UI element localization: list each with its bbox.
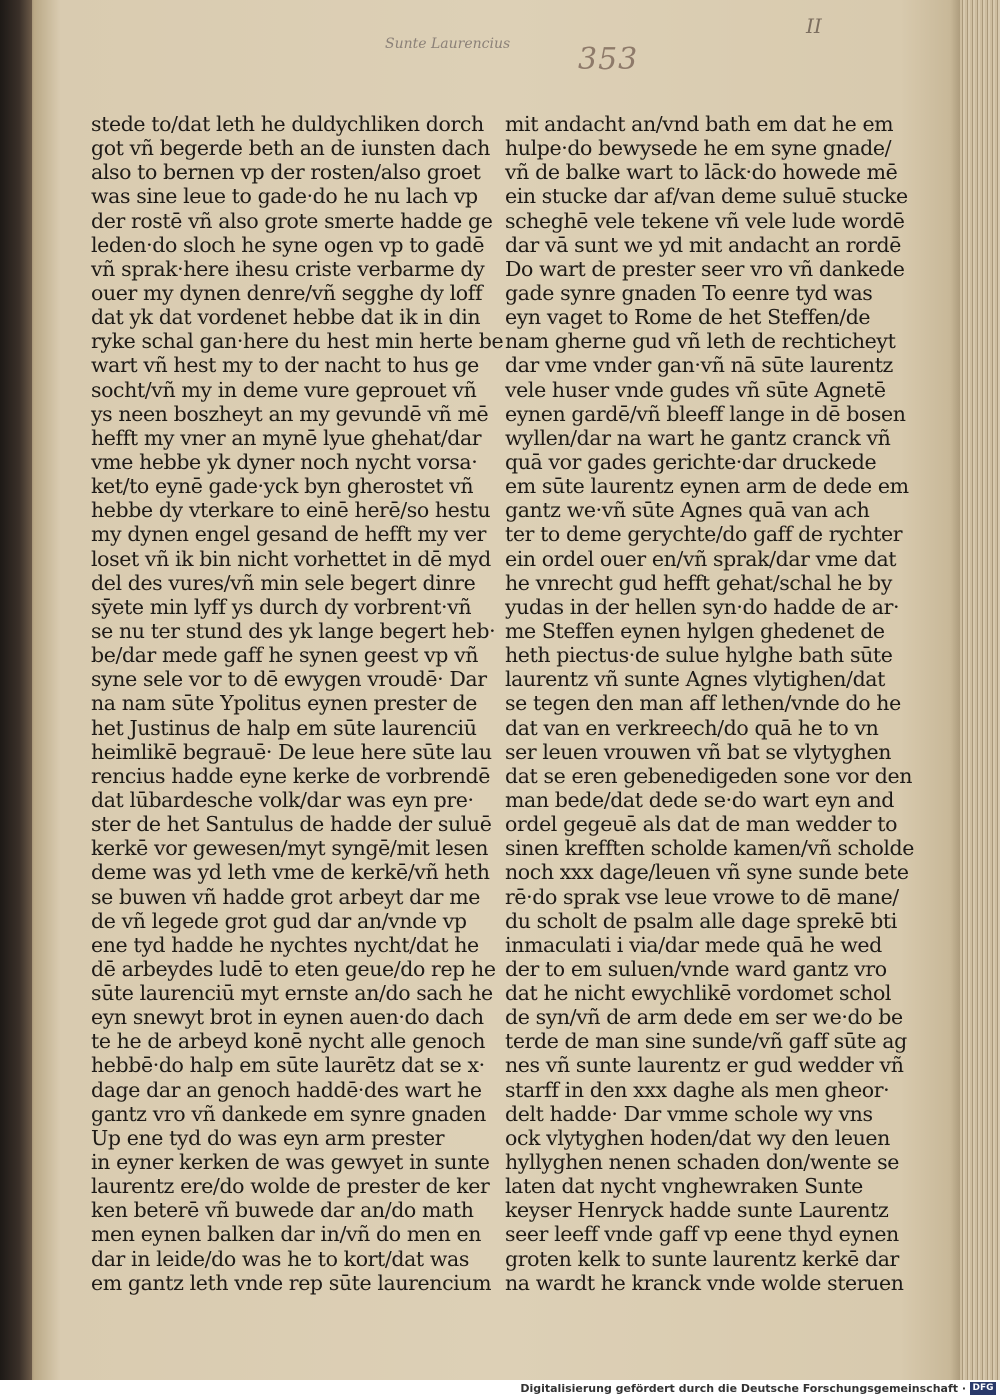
text-line: also to bernen vp der rosten/also groet	[91, 160, 481, 185]
book-spine	[0, 0, 32, 1380]
text-line: ys neen boszheyt an my gevundē vñ mē	[91, 401, 489, 426]
text-line: eyn vaget to Rome de het Steffen/de	[505, 305, 871, 330]
text-line: vme hebbe yk dyner noch nycht vorsa·	[91, 449, 478, 474]
text-line: noch xxx dage/leuen vñ syne sunde bete	[505, 860, 909, 885]
text-line: vele huser vnde gudes vñ sūte Agnetē	[505, 377, 886, 402]
text-line: groten kelk to sunte laurentz kerkē dar	[505, 1246, 899, 1271]
text-line: de vñ legede grot gud dar an/vnde vp	[91, 908, 467, 933]
text-line: syne sele vor to dē ewygen vroudē· Dar	[91, 667, 487, 692]
text-line: Up ene tyd do was eyn arm prester	[91, 1125, 445, 1150]
footer-bar	[0, 1380, 1000, 1397]
text-line: gantz vro vñ dankede em synre gnaden	[91, 1101, 486, 1126]
text-line: hebbē·do halp em sūte laurētz dat se x·	[91, 1053, 485, 1078]
text-line: he vnrecht gud hefft gehat/schal he by	[505, 570, 892, 595]
left-text-column	[91, 112, 504, 1295]
dfg-logo: DFG	[970, 1382, 996, 1395]
text-line: dat se eren gebenedigeden sone vor den	[505, 763, 913, 788]
text-line: ordel gegeuē als dat de man wedder to	[505, 812, 898, 837]
text-line: heth piectus·de sulue hylghe bath sūte	[505, 643, 893, 668]
text-line: heimlikē begrauē· De leue here sūte lau	[91, 739, 492, 764]
text-line: be/dar mede gaff he synen geest vp vñ	[91, 643, 479, 668]
text-line: kerkē vor gewesen/myt syngē/mit lesen	[91, 836, 489, 861]
text-line: dat he nicht ewychlikē vordomet schol	[505, 981, 892, 1006]
text-line: yudas in der hellen syn·do hadde de ar·	[505, 594, 900, 619]
text-line: ter to deme gerychte/do gaff de rychter	[505, 522, 903, 547]
text-line: rē·do sprak vse leue vrowe to dē mane/	[505, 884, 899, 909]
text-line: dat van en verkreech/do quā he to vn	[505, 715, 879, 740]
text-line: ryke schal gan·here du hest min herte be	[91, 329, 504, 354]
text-line: del des vures/vñ min sele begert dinre	[91, 570, 476, 595]
text-line: sȳete min lyff ys durch dy vorbrent·vñ	[91, 594, 472, 619]
text-line: gantz we·vñ sūte Agnes quā van ach	[505, 498, 870, 523]
text-line: socht/vñ my in deme vure geprouet vñ	[91, 377, 477, 402]
text-line: vñ sprak·here ihesu criste verbarme dy	[91, 256, 485, 281]
text-line: eyn snewyt brot in eynen auen·do dach	[91, 1005, 484, 1030]
text-line: me Steffen eynen hylgen ghedenet de	[505, 618, 885, 643]
text-line: hebbe dy vterkare to einē herē/so hestu	[91, 498, 491, 523]
text-line: terde de man sine sunde/vñ gaff sūte ag	[505, 1029, 907, 1054]
text-line: nes vñ sunte laurentz er gud wedder vñ	[505, 1053, 904, 1078]
text-line: starff in den xxx daghe als men gheor·	[505, 1077, 890, 1102]
text-line: ster de het Santulus de hadde der suluē	[91, 812, 492, 837]
text-line: se tegen den man aff lethen/vnde do he	[505, 691, 901, 716]
text-line: der to em suluen/vnde ward gantz vro	[505, 956, 887, 981]
footer-credit: Digitalisierung gefördert durch die Deutsche Forschungsgemeinschaft ·	[520, 1382, 966, 1395]
text-line: na wardt he kranck vnde wolde steruen	[505, 1270, 904, 1295]
text-line: ene tyd hadde he nychtes nycht/dat he	[91, 932, 479, 957]
text-line: sūte laurenciū myt ernste an/do sach he	[91, 981, 493, 1006]
text-line: vñ de balke wart to lāck·do howede mē	[505, 160, 898, 185]
text-line: was sine leue to gade·do he nu lach vp	[91, 184, 478, 209]
text-line: loset vñ ik bin nicht vorhettet in dē myd	[91, 546, 491, 571]
right-text-column	[505, 112, 915, 1295]
text-line: het Justinus de halp em sūte laurenciū	[91, 715, 477, 740]
text-line: laurentz vñ sunte Agnes vlytighen/dat	[505, 667, 885, 692]
text-line: ken beterē vñ buwede dar an/do math	[91, 1198, 474, 1223]
corner-mark: II	[806, 14, 822, 38]
text-line: ein ordel ouer en/vñ sprak/dar vme dat	[505, 546, 897, 571]
text-line: hefft my vner an mynē lyue ghehat/dar	[91, 425, 482, 450]
text-line: ouer my dynen denre/vñ segghe dy loff	[91, 280, 483, 305]
text-line: inmaculati i via/dar mede quā he wed	[505, 932, 882, 957]
text-line: keyser Henryck hadde sunte Laurentz	[505, 1198, 889, 1223]
text-line: hyllyghen nenen schaden don/wente se	[505, 1150, 900, 1175]
text-line: laurentz ere/do wolde de prester de ker	[91, 1174, 490, 1199]
text-line: se nu ter stund des yk lange begert heb·	[91, 618, 496, 643]
text-line: my dynen engel gesand de hefft my ver	[91, 522, 487, 547]
text-line: laten dat nycht vnghewraken Sunte	[505, 1174, 863, 1199]
handwritten-note: Sunte Laurencius	[385, 36, 511, 52]
text-line: dat lūbardesche volk/dar was eyn pre·	[91, 787, 474, 812]
text-line: du scholt de psalm alle dage sprekē bti	[505, 908, 897, 933]
text-line: deme was yd leth vme de kerkē/vñ heth	[91, 860, 490, 885]
page-edges	[960, 0, 1000, 1380]
text-line: ein stucke dar af/van deme suluē stucke	[505, 184, 908, 209]
text-line: wyllen/dar na wart he gantz cranck vñ	[505, 425, 891, 450]
text-line: dar vme vnder gan·vñ nā sūte laurentz	[505, 353, 893, 378]
text-line: de syn/vñ de arm dede em ser we·do be	[505, 1005, 903, 1030]
text-line: ser leuen vrouwen vñ bat se vlytyghen	[505, 739, 892, 764]
text-line: nam gherne gud vñ leth de rechticheyt	[505, 329, 896, 354]
text-line: dar vā sunt we yd mit andacht an rordē	[505, 232, 901, 257]
text-line: te he de arbeyd konē nycht alle genoch	[91, 1029, 486, 1054]
text-line: ket/to eynē gade·yck byn gherostet vñ	[91, 474, 474, 499]
text-line: sinen krefften scholde kamen/vñ scholde	[505, 836, 915, 861]
text-line: hulpe·do bewysede he em syne gnade/	[505, 136, 892, 161]
folio-number: 353	[578, 42, 639, 77]
text-line: man bede/dat dede se·do wart eyn and	[505, 787, 894, 812]
text-line: quā vor gades gerichte·dar druckede	[505, 449, 877, 474]
text-line: em sūte laurentz eynen arm de dede em	[505, 474, 909, 499]
text-line: eynen gardē/vñ bleeff lange in dē bosen	[505, 401, 906, 426]
text-line: gade synre gnaden To eenre tyd was	[505, 280, 873, 305]
text-line: se buwen vñ hadde grot arbeyt dar me	[91, 884, 480, 909]
text-line: stede to/dat leth he duldychliken dorch	[91, 112, 484, 136]
text-line: dat yk dat vordenet hebbe dat ik in din	[91, 305, 481, 330]
text-line: em gantz leth vnde rep sūte laurencium	[91, 1270, 492, 1295]
text-line: got vñ begerde beth an de iunsten dach	[91, 136, 490, 161]
text-line: dē arbeydes ludē to eten geue/do rep he	[91, 956, 496, 981]
text-line: in eyner kerken de was gewyet in sunte	[91, 1150, 490, 1175]
text-line: rencius hadde eyne kerke de vorbrendē	[91, 763, 490, 788]
text-line: delt hadde· Dar vmme schole wy vns	[505, 1101, 873, 1126]
text-line: mit andacht an/vnd bath em dat he em	[505, 112, 894, 136]
text-line: scheghē vele tekene vñ vele lude wordē	[505, 208, 905, 233]
text-line: na nam sūte Ypolitus eynen prester de	[91, 691, 478, 716]
text-line: wart vñ hest my to der nacht to hus ge	[91, 353, 479, 378]
text-line: seer leeff vnde gaff vp eene thyd eynen	[505, 1222, 899, 1247]
text-line: Do wart de prester seer vro vñ dankede	[505, 256, 905, 281]
text-line: dar in leide/do was he to kort/dat was	[91, 1246, 469, 1271]
text-line: dage dar an genoch haddē·des wart he	[91, 1077, 482, 1102]
text-line: ock vlytyghen hoden/dat wy den leuen	[505, 1125, 890, 1150]
text-line: der rostē vñ also grote smerte hadde ge	[91, 208, 493, 233]
text-line: leden·do sloch he syne ogen vp to gadē	[91, 232, 485, 257]
text-line: men eynen balken dar in/vñ do men en	[91, 1222, 482, 1247]
